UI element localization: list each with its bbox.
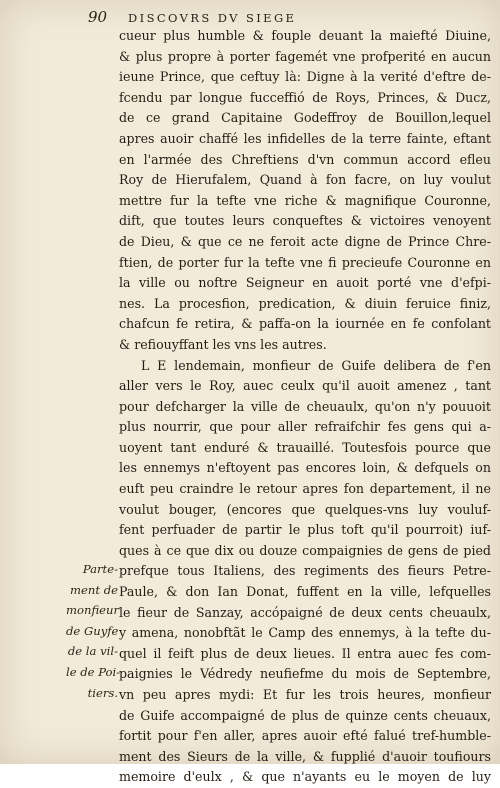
text-line: en l'armée des Chreftiens d'vn commun accord efleu [119,151,491,167]
text-line: prefque tous Italiens, des regiments des fieurs Petre- [119,563,491,579]
margin-note-line: le de Poi- [66,664,121,679]
text-line: voulut bouger, (encores que quelques-vns luy vouluf- [119,501,491,517]
text-line: de ce grand Capitaine Godeffroy de Bouillon,lequel [119,110,491,126]
text-line: ment des Sieurs de la ville, & fupplié d'auoir toufiours [119,748,491,764]
margin-note [66,559,121,703]
text-line: pour defcharger la ville de cheuaulx, qu'on n'y pouuoit [119,398,491,414]
text-line: fcendu par longue fucceffió de Roys, Princes, & Ducz, [119,89,491,105]
text-line: uoyent tant enduré & trauaillé. Toutesfois pource que [119,439,491,455]
text-line: chafcun fe retira, & paffa-on la iournée en fe confolant [119,316,491,332]
text-line: de Guife accompaigné de plus de quinze cents cheuaux, [119,707,491,723]
text-line: le fieur de Sanzay, accópaigné de deux cents cheuaulx, [119,604,491,620]
text-line: fent perfuader de partir le plus toft qu'il pourroit) iuf- [119,522,491,538]
text-line: la ville ou noftre Seigneur en auoit porté vne d'efpi- [119,275,491,291]
text-line: ieune Prince, que ceftuy là: Digne à la verité d'eftre de- [119,69,491,85]
margin-note-line: ment de [70,582,118,597]
text-line: aller vers le Roy, auec ceulx qu'il auoit amenez , tant [119,378,491,394]
margin-note-line: tiers. [87,685,118,700]
text-line: les ennemys n'eftoyent pas encores loin, & defquels on [119,460,491,476]
body-text [119,26,491,788]
text-line: vn peu apres mydi: Et fur les trois heures, monfieur [119,687,491,702]
text-line: Roy de Hierufalem, Quand à fon facre, on luy voulut [119,172,491,188]
margin-note-line: de la vil- [67,644,118,659]
text-line: fortit pour f'en aller, apres auoir efté falué tref-humble- [119,728,491,744]
text-line: nes. La procesfion, predication, & diuin feruice finiz, [119,295,491,311]
text-line: cueur plus humble & fouple deuant la maiefté Diuine, [119,28,491,43]
text-line: Paule, & don Ian Donat, fuffent en la ville, lefquelles [119,584,491,600]
text-line: euft peu craindre le retour apres fon departement, il ne [119,481,491,497]
paragraph-start-line: L E lendemain, monfieur de Guife delibera de f'en [141,357,491,373]
margin-note-line: monfieur [66,603,120,618]
text-line: & refiouyffant les vns les autres. [119,336,327,352]
text-line: ftien, de porter fur la tefte vne fi precieufe Couronne en [119,254,491,270]
text-line: plus nourrir, que pour aller refraifchir fes gens qui a- [119,419,491,435]
margin-note-line: Parte- [82,562,118,576]
text-line: apres auoir chaffé les infidelles de la terre fainte, eftant [119,130,491,146]
page-number: 90 [88,8,108,26]
text-line: mettre fur la tefte vne riche & magnifique Couronne, [119,192,491,208]
text-line: quel il feift plus de deux lieues. Il entra auec fes com- [119,645,491,661]
text-line: ques à ce que dix ou douze compaignies de gens de pied [119,542,491,558]
running-title: DISCOVRS DV SIEGE [128,11,297,25]
text-line: & plus propre à porter fagemét vne profperité en aucun [119,48,491,64]
text-line: de Dieu, & que ce ne feroit acte digne de Prince Chre- [119,233,491,249]
margin-note-line: de Guyfe [66,623,119,638]
text-line: memoire d'eulx , & que n'ayants eu le moyen de luy [119,769,491,785]
text-line: dift, que toutes leurs conqueftes & victoires venoyent [119,213,491,229]
text-line: paignies le Védredy neufiefme du mois de Septembre, [119,666,491,682]
text-line: y amena, nonobftãt le Camp des ennemys, à la tefte du- [119,625,491,641]
